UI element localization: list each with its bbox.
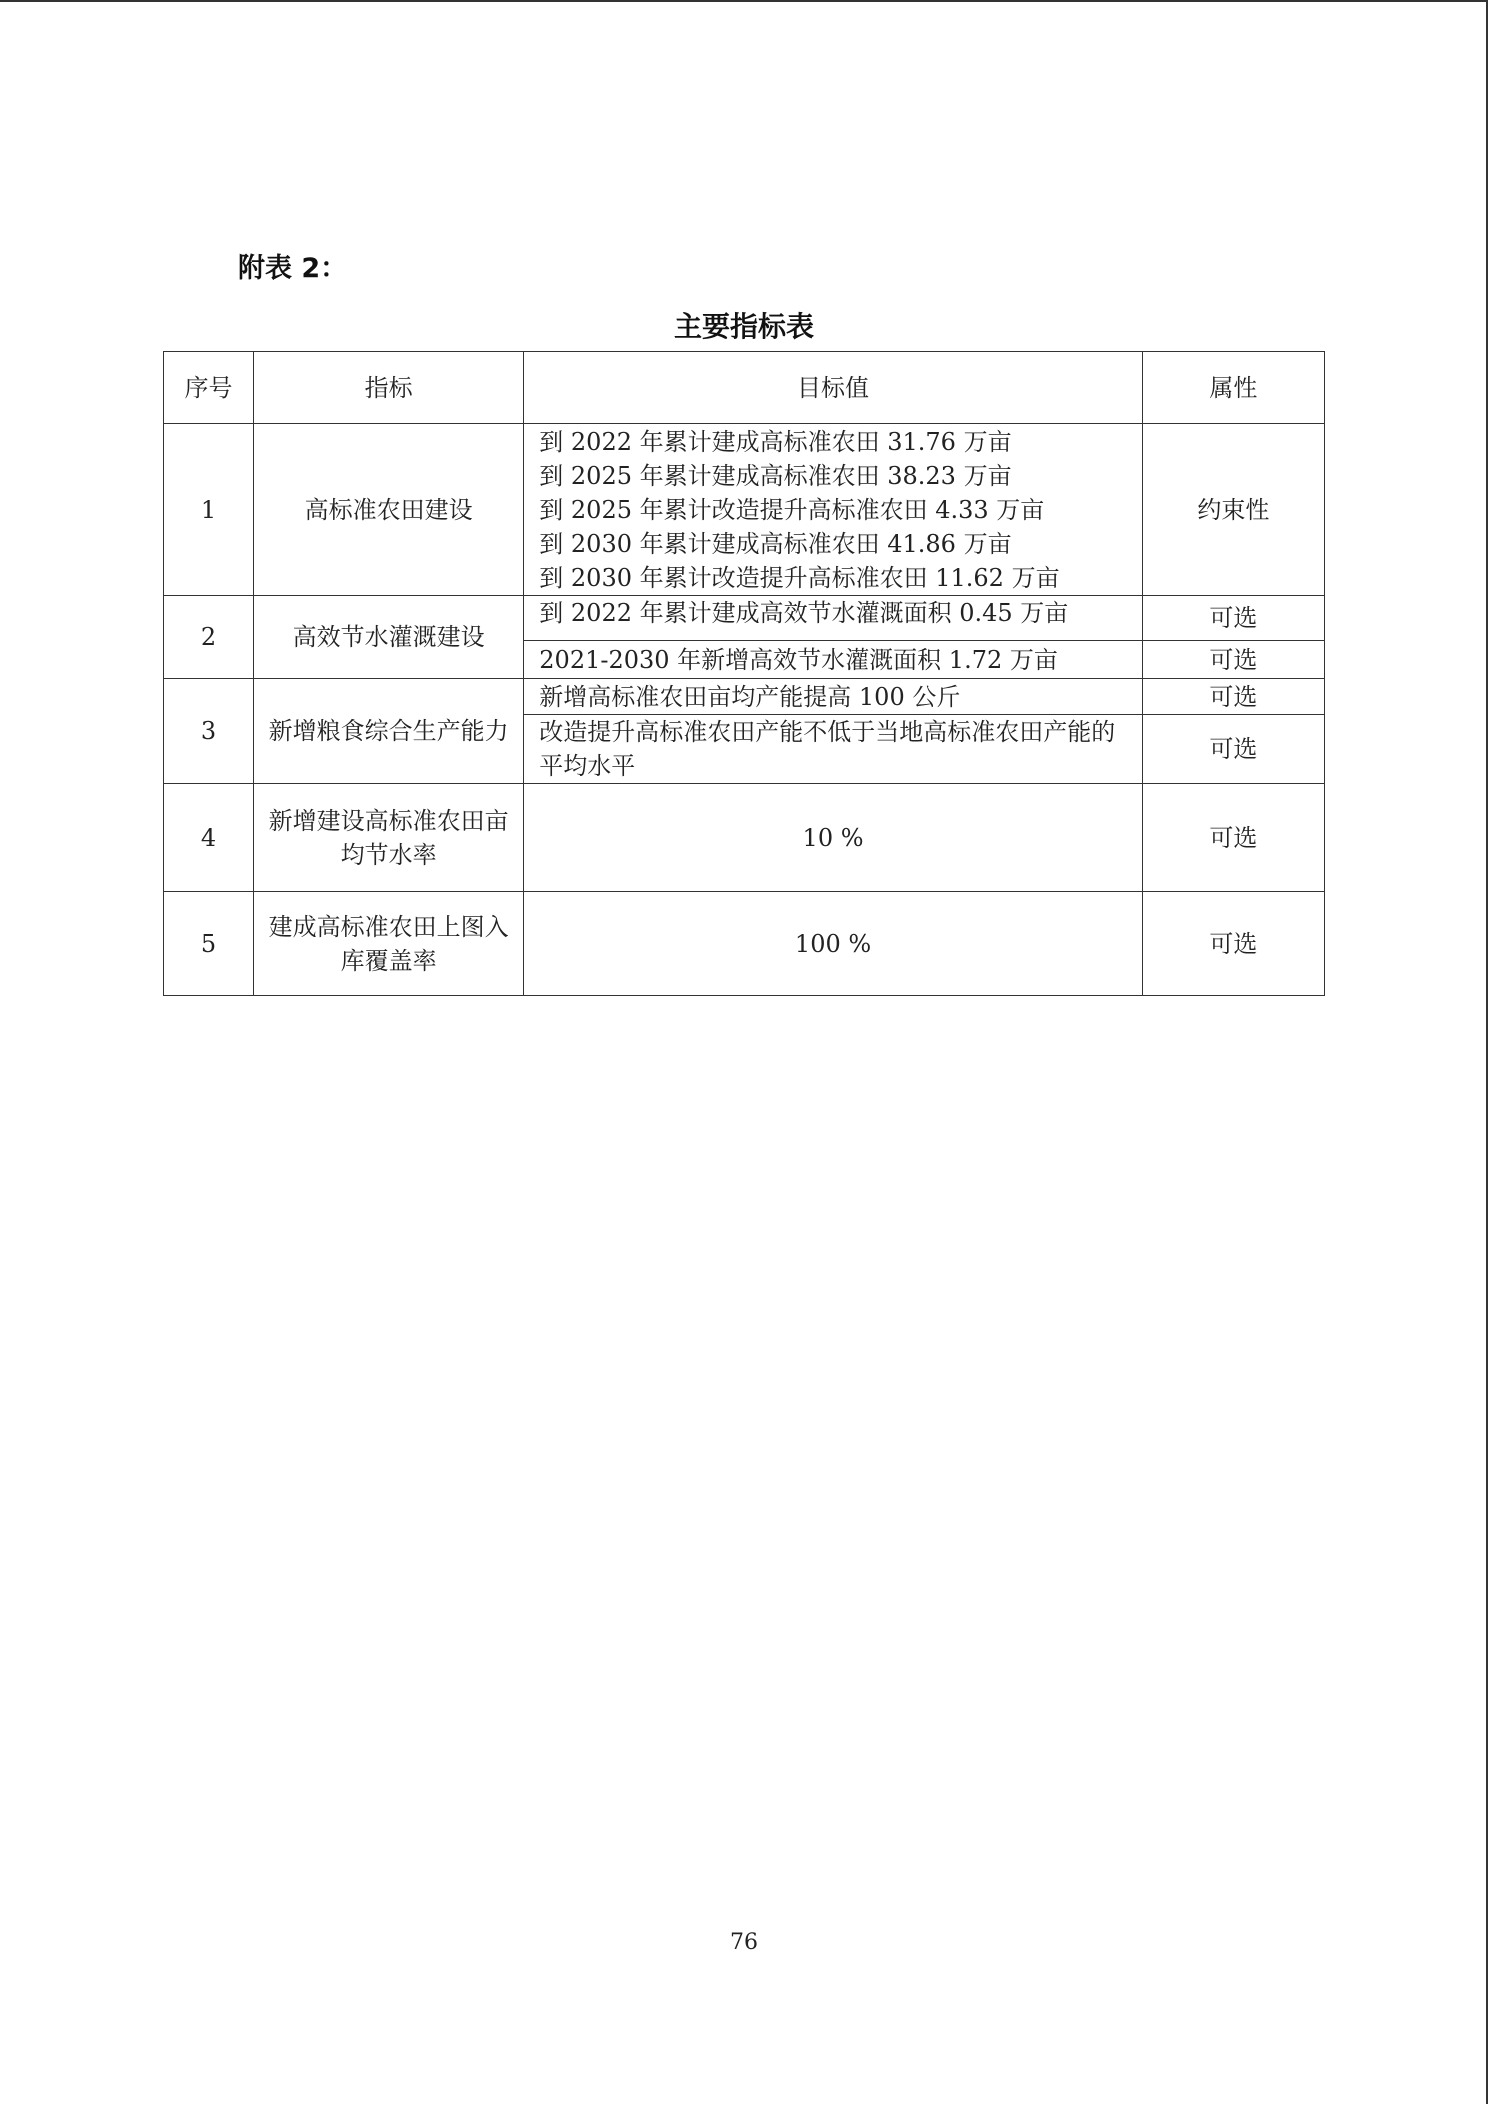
row-no: 3 <box>164 679 254 784</box>
table-row <box>164 784 1325 892</box>
row-target: 10 % <box>524 784 1143 892</box>
header-indicator: 指标 <box>254 352 524 424</box>
row-indicator: 新增建设高标准农田亩均节水率 <box>254 784 524 892</box>
appendix-label: 附表 2： <box>238 253 348 284</box>
page-border-top <box>0 0 1488 2</box>
row-no: 5 <box>164 892 254 996</box>
row-attribute: 可选 <box>1142 784 1324 892</box>
page-number: 76 <box>730 1930 758 1955</box>
table-row <box>164 596 1325 641</box>
row-target: 改造提升高标准农田产能不低于当地高标准农田产能的平均水平 <box>524 715 1143 784</box>
target-line: 到 2025 年累计改造提升高标准农田 4.33 万亩 <box>539 495 1045 524</box>
target-line: 到 2030 年累计改造提升高标准农田 11.62 万亩 <box>539 563 1060 592</box>
row-indicator: 高标准农田建设 <box>254 424 524 596</box>
target-line: 到 2022 年累计建成高标准农田 31.76 万亩 <box>539 427 1012 456</box>
table-row <box>164 892 1325 996</box>
row-no: 2 <box>164 596 254 679</box>
row-indicator: 新增粮食综合生产能力 <box>254 679 524 784</box>
header-no: 序号 <box>164 352 254 424</box>
target-line: 到 2030 年累计建成高标准农田 41.86 万亩 <box>539 529 1012 558</box>
row-target: 到 2022 年累计建成高效节水灌溉面积 0.45 万亩 <box>524 596 1143 641</box>
row-no: 1 <box>164 424 254 596</box>
row-attribute: 可选 <box>1142 892 1324 996</box>
row-indicator: 建成高标准农田上图入库覆盖率 <box>254 892 524 996</box>
indicators-table <box>163 351 1325 996</box>
row-attribute: 约束性 <box>1142 424 1324 596</box>
row-attribute: 可选 <box>1142 596 1324 641</box>
row-attribute: 可选 <box>1142 679 1324 715</box>
row-target <box>524 424 1143 596</box>
row-target: 2021-2030 年新增高效节水灌溉面积 1.72 万亩 <box>524 641 1143 679</box>
row-target: 100 % <box>524 892 1143 996</box>
table-title: 主要指标表 <box>673 310 814 343</box>
table-row <box>164 424 1325 596</box>
header-attribute: 属性 <box>1142 352 1324 424</box>
row-indicator: 高效节水灌溉建设 <box>254 596 524 679</box>
row-attribute: 可选 <box>1142 715 1324 784</box>
row-target: 新增高标准农田亩均产能提高 100 公斤 <box>524 679 1143 715</box>
row-attribute: 可选 <box>1142 641 1324 679</box>
table-row <box>164 679 1325 715</box>
target-line: 到 2025 年累计建成高标准农田 38.23 万亩 <box>539 461 1012 490</box>
header-target: 目标值 <box>524 352 1143 424</box>
table-header-row <box>164 352 1325 424</box>
row-no: 4 <box>164 784 254 892</box>
